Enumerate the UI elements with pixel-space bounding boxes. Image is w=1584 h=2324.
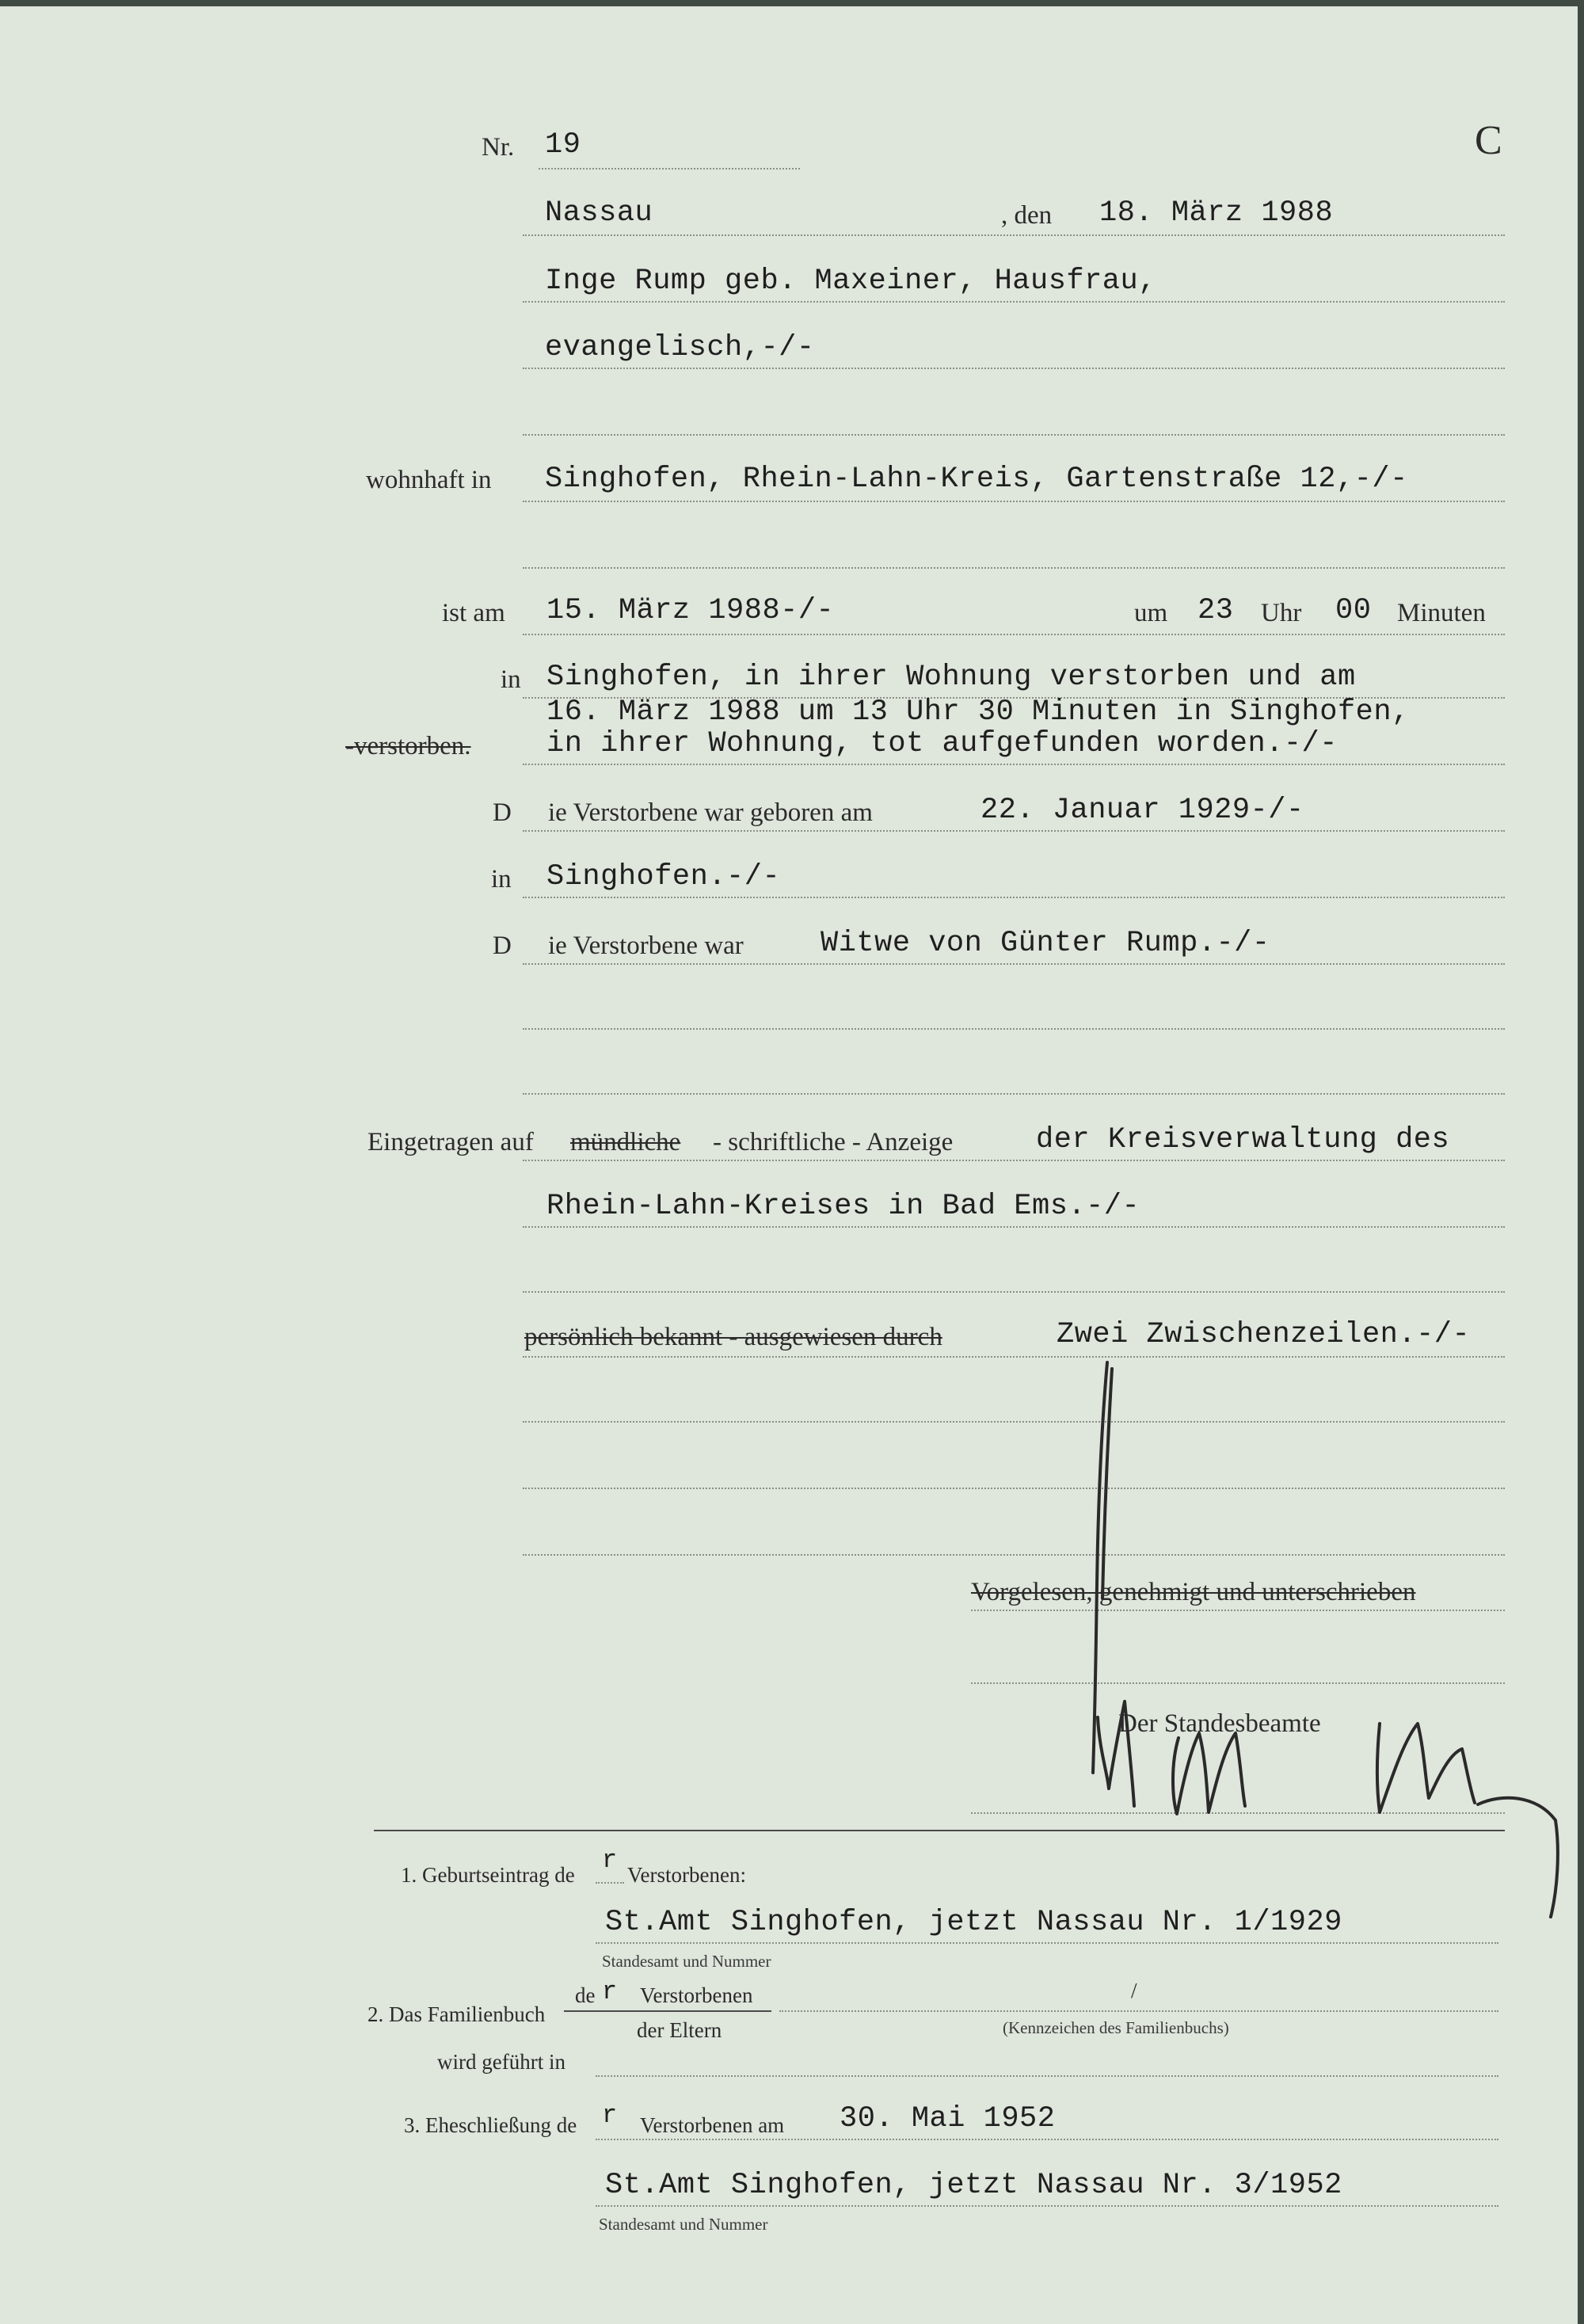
place-of-registration: Nassau: [545, 196, 653, 230]
nr-label: Nr.: [482, 133, 515, 162]
register-letter: C: [1475, 118, 1502, 163]
deceased-religion: evangelisch,-/-: [545, 331, 815, 364]
line-religion: [523, 368, 1505, 369]
nr-value: 19: [545, 128, 581, 162]
death-minute-label: Minuten: [1397, 599, 1486, 627]
line-empty-4: [523, 1093, 1505, 1095]
birth-label: ie Verstorbene war geboren am: [548, 798, 873, 827]
footer-item2-line-b: [596, 2075, 1498, 2077]
death-place-line2: 16. März 1988 um 13 Uhr 30 Minuten in Singhofen,: [546, 695, 1410, 729]
footer-item1-suffix-line: [596, 1882, 624, 1884]
line-registration: [523, 1160, 1505, 1161]
line-name: [523, 301, 1505, 303]
footer-item3-date: 30. Mai 1952: [840, 2102, 1056, 2135]
status-prefix-letter: D: [493, 932, 512, 960]
residence-label: wohnhaft in: [366, 466, 492, 494]
line-death-place-2: [523, 764, 1505, 765]
line-empty-8: [523, 1554, 1505, 1556]
line-residence: [523, 501, 1505, 502]
line-empty-1: [523, 434, 1505, 436]
nr-dotted-line: [539, 168, 800, 170]
footer-item3-caption: Standesamt und Nummer: [599, 2215, 768, 2234]
line-status: [523, 963, 1505, 965]
footer-item2-caption: (Kennzeichen des Familienbuchs): [1003, 2018, 1229, 2037]
date-prefix: , den: [1001, 201, 1053, 230]
marital-status: Witwe von Günter Rump.-/-: [821, 927, 1270, 960]
line-empty-7: [523, 1488, 1505, 1489]
line-registrar: [971, 1812, 1505, 1814]
identity-value: Zwei Zwischenzeilen.-/-: [1057, 1318, 1471, 1351]
footer-item1-label-a: 1. Geburtseintrag de: [401, 1863, 575, 1887]
registration-label-end: - schriftliche - Anzeige: [713, 1128, 954, 1156]
footer-item3-value: St.Amt Singhofen, jetzt Nassau Nr. 3/1952: [605, 2169, 1342, 2202]
line-death-date: [523, 634, 1505, 635]
registrar-title: Der Standesbeamte: [1118, 1709, 1321, 1738]
registration-struck: mündliche: [570, 1128, 681, 1156]
birth-place-label: in: [491, 865, 512, 893]
struck-verstorben: -verstorben.: [345, 732, 471, 760]
footer-item2-option-deceased: Verstorbenen: [640, 1983, 753, 2007]
footer-item3-label-b: Verstorbenen am: [640, 2113, 785, 2137]
birth-place: Singhofen.-/-: [546, 860, 781, 893]
line-birth-place: [523, 897, 1505, 898]
footer-item2-line: [779, 2010, 1498, 2012]
identity-struck: persönlich bekannt - ausgewiesen durch: [524, 1323, 942, 1351]
civil-register-page: [0, 6, 1578, 2324]
line-place-date: [523, 234, 1505, 236]
footer-item3-line: [596, 2139, 1498, 2140]
death-time-um: um: [1134, 599, 1168, 627]
death-hour: 23: [1198, 594, 1234, 627]
line-closing-2: [971, 1682, 1505, 1684]
footer-item1-line: [596, 1942, 1498, 1944]
death-place-line1: Singhofen, in ihrer Wohnung verstorben und am: [546, 661, 1356, 694]
line-closing: [971, 1610, 1505, 1611]
closing-struck: Vorgelesen, genehmigt und unterschrieben: [971, 1578, 1416, 1606]
footer-item3-line-b: [596, 2205, 1498, 2207]
birth-date: 22. Januar 1929-/-: [980, 794, 1304, 827]
registration-date: 18. März 1988: [1099, 196, 1334, 230]
footer-item2-slash: /: [1131, 1979, 1137, 2002]
birth-prefix-letter: D: [493, 798, 512, 827]
footer-item2-label: 2. Das Familienbuch: [367, 2002, 546, 2026]
death-date-label: ist am: [442, 599, 505, 627]
death-minute: 00: [1335, 594, 1372, 627]
footer-item2-de: de: [575, 1983, 596, 2007]
line-birth-date: [523, 830, 1505, 832]
footer-item1-label-b: Verstorbenen:: [627, 1863, 746, 1887]
line-identity: [523, 1356, 1505, 1358]
death-date: 15. März 1988-/-: [546, 594, 835, 627]
residence-value: Singhofen, Rhein-Lahn-Kreis, Gartenstraße 12,-/-: [545, 463, 1408, 496]
line-empty-5: [523, 1291, 1505, 1293]
footer-item2-label-b: wird geführt in: [437, 2050, 565, 2074]
footer-item1-suffix: r: [602, 1846, 618, 1875]
footer-divider: [374, 1830, 1505, 1831]
footer-item2-fraction-line: [564, 2010, 771, 2012]
footer-item2-option-parents: der Eltern: [637, 2018, 722, 2042]
line-empty-6: [523, 1421, 1505, 1423]
line-empty-2: [523, 567, 1505, 569]
status-label: ie Verstorbene war: [548, 932, 744, 960]
death-hour-label: Uhr: [1261, 599, 1302, 627]
death-place-label: in: [501, 665, 521, 694]
line-registration-2: [523, 1226, 1505, 1228]
footer-item1-value: St.Amt Singhofen, jetzt Nassau Nr. 1/1929: [605, 1906, 1342, 1939]
registration-value-line1: der Kreisverwaltung des: [1036, 1123, 1450, 1156]
registration-label-start: Eingetragen auf: [367, 1128, 534, 1156]
registration-value-line2: Rhein-Lahn-Kreises in Bad Ems.-/-: [546, 1190, 1140, 1223]
footer-item3-label-a: 3. Eheschließung de: [404, 2113, 577, 2137]
deceased-name-occupation: Inge Rump geb. Maxeiner, Hausfrau,: [545, 265, 1156, 298]
footer-item1-caption: Standesamt und Nummer: [602, 1952, 771, 1971]
footer-item3-suffix: r: [602, 2101, 618, 2130]
footer-item2-suffix: r: [602, 1977, 618, 2006]
line-empty-3: [523, 1028, 1505, 1030]
death-place-line3: in ihrer Wohnung, tot aufgefunden worden.-/-: [546, 727, 1338, 760]
